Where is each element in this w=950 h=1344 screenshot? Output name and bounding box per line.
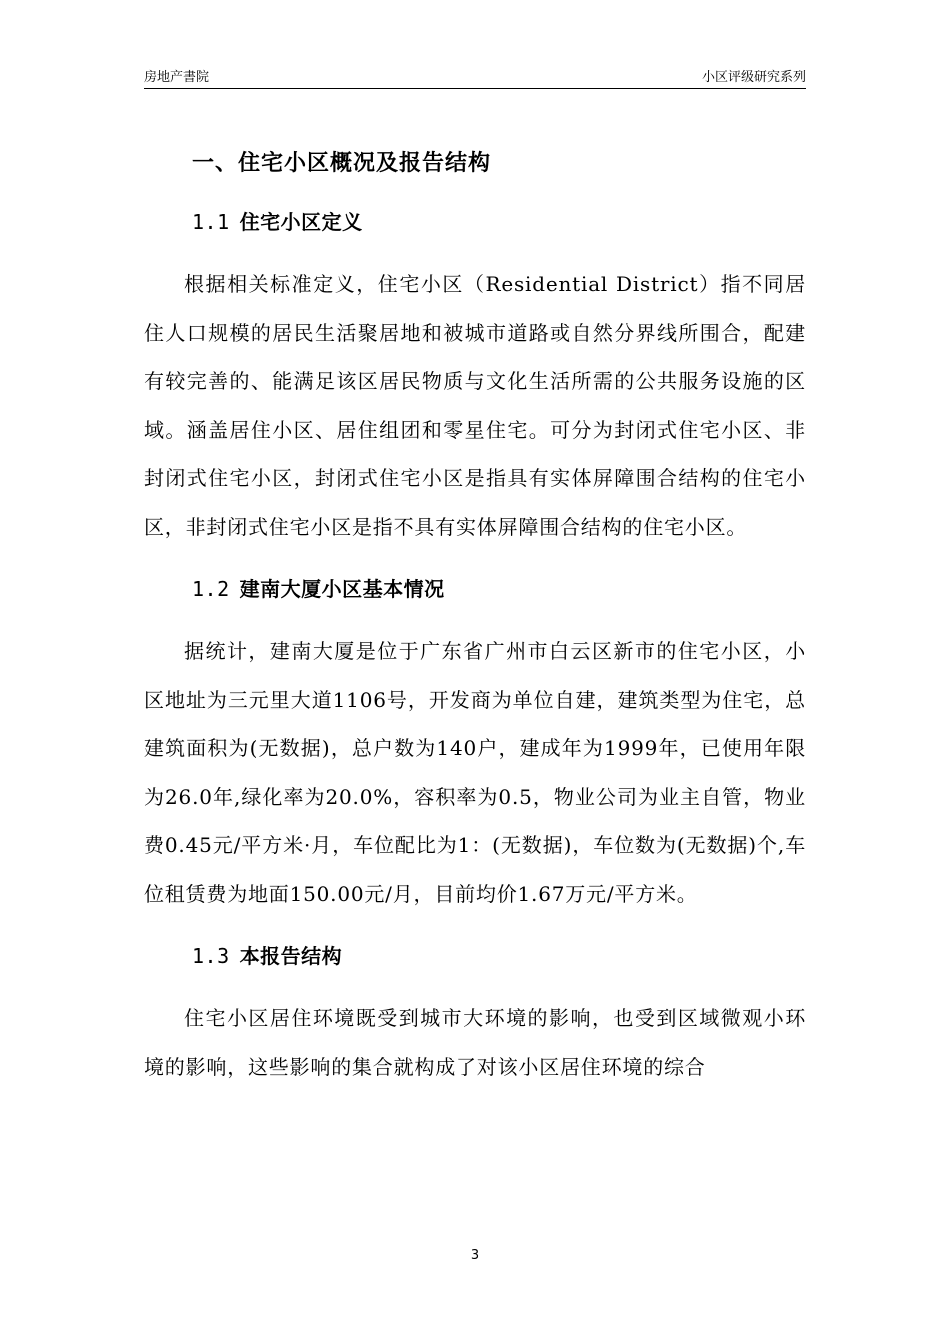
page-content xyxy=(144,140,806,1091)
section-number: 1.1 xyxy=(192,210,230,234)
section-heading-1-1 xyxy=(192,198,806,246)
section-heading-1-2 xyxy=(192,565,806,613)
section-paragraph-1-1: 根据相关标准定义，住宅小区（Residential District）指不同居住人口规模的居民生活聚居地和被城市道路或自然分界线所围合，配建有较完善的、能满足该区居民物质与文化生活所需的公共服务设施的区域。涵盖居住小区、居住组团和零星住宅。可分为封闭式住宅小区、非封闭式住宅小区，封闭式住宅小区是指具有实体屏障围合结构的住宅小区，非封闭式住宅小区是指不具有实体屏障围合结构的住宅小区。 xyxy=(144,272,806,539)
section-number: 1.3 xyxy=(192,944,230,968)
page-header xyxy=(144,64,806,89)
section-title: 建南大厦小区基本情况 xyxy=(239,577,445,601)
chapter-title: 一、住宅小区概况及报告结构 xyxy=(192,151,492,176)
section-paragraph-1-3: 住宅小区居住环境既受到城市大环境的影响，也受到区域微观小环境的影响，这些影响的集合就构成了对该小区居住环境的综合 xyxy=(144,1006,806,1079)
section-number: 1.2 xyxy=(192,577,230,601)
section-title: 住宅小区定义 xyxy=(239,210,363,234)
page-number: 3 xyxy=(470,1248,480,1263)
section-heading-1-3 xyxy=(192,932,806,980)
header-publisher: 房地产書院 xyxy=(144,70,210,85)
header-series-title: 小区评级研究系列 xyxy=(701,70,806,85)
section-paragraph-1-2: 据统计，建南大厦是位于广东省广州市白云区新市的住宅小区，小区地址为三元里大道1106号，开发商为单位自建，建筑类型为住宅，总建筑面积为(无数据)，总户数为140户，建成年为1999年，已使用年限为26.0年,绿化率为20.0%，容积率为0.5，物业公司为业主自管，物业费0.45元/平方米·月，车位配比为1：(无数据)，车位数为(无数据)个,车位租赁费为地面150.00元/月，目前均价1.67万元/平方米。 xyxy=(144,639,806,906)
section-title: 本报告结构 xyxy=(239,944,343,968)
